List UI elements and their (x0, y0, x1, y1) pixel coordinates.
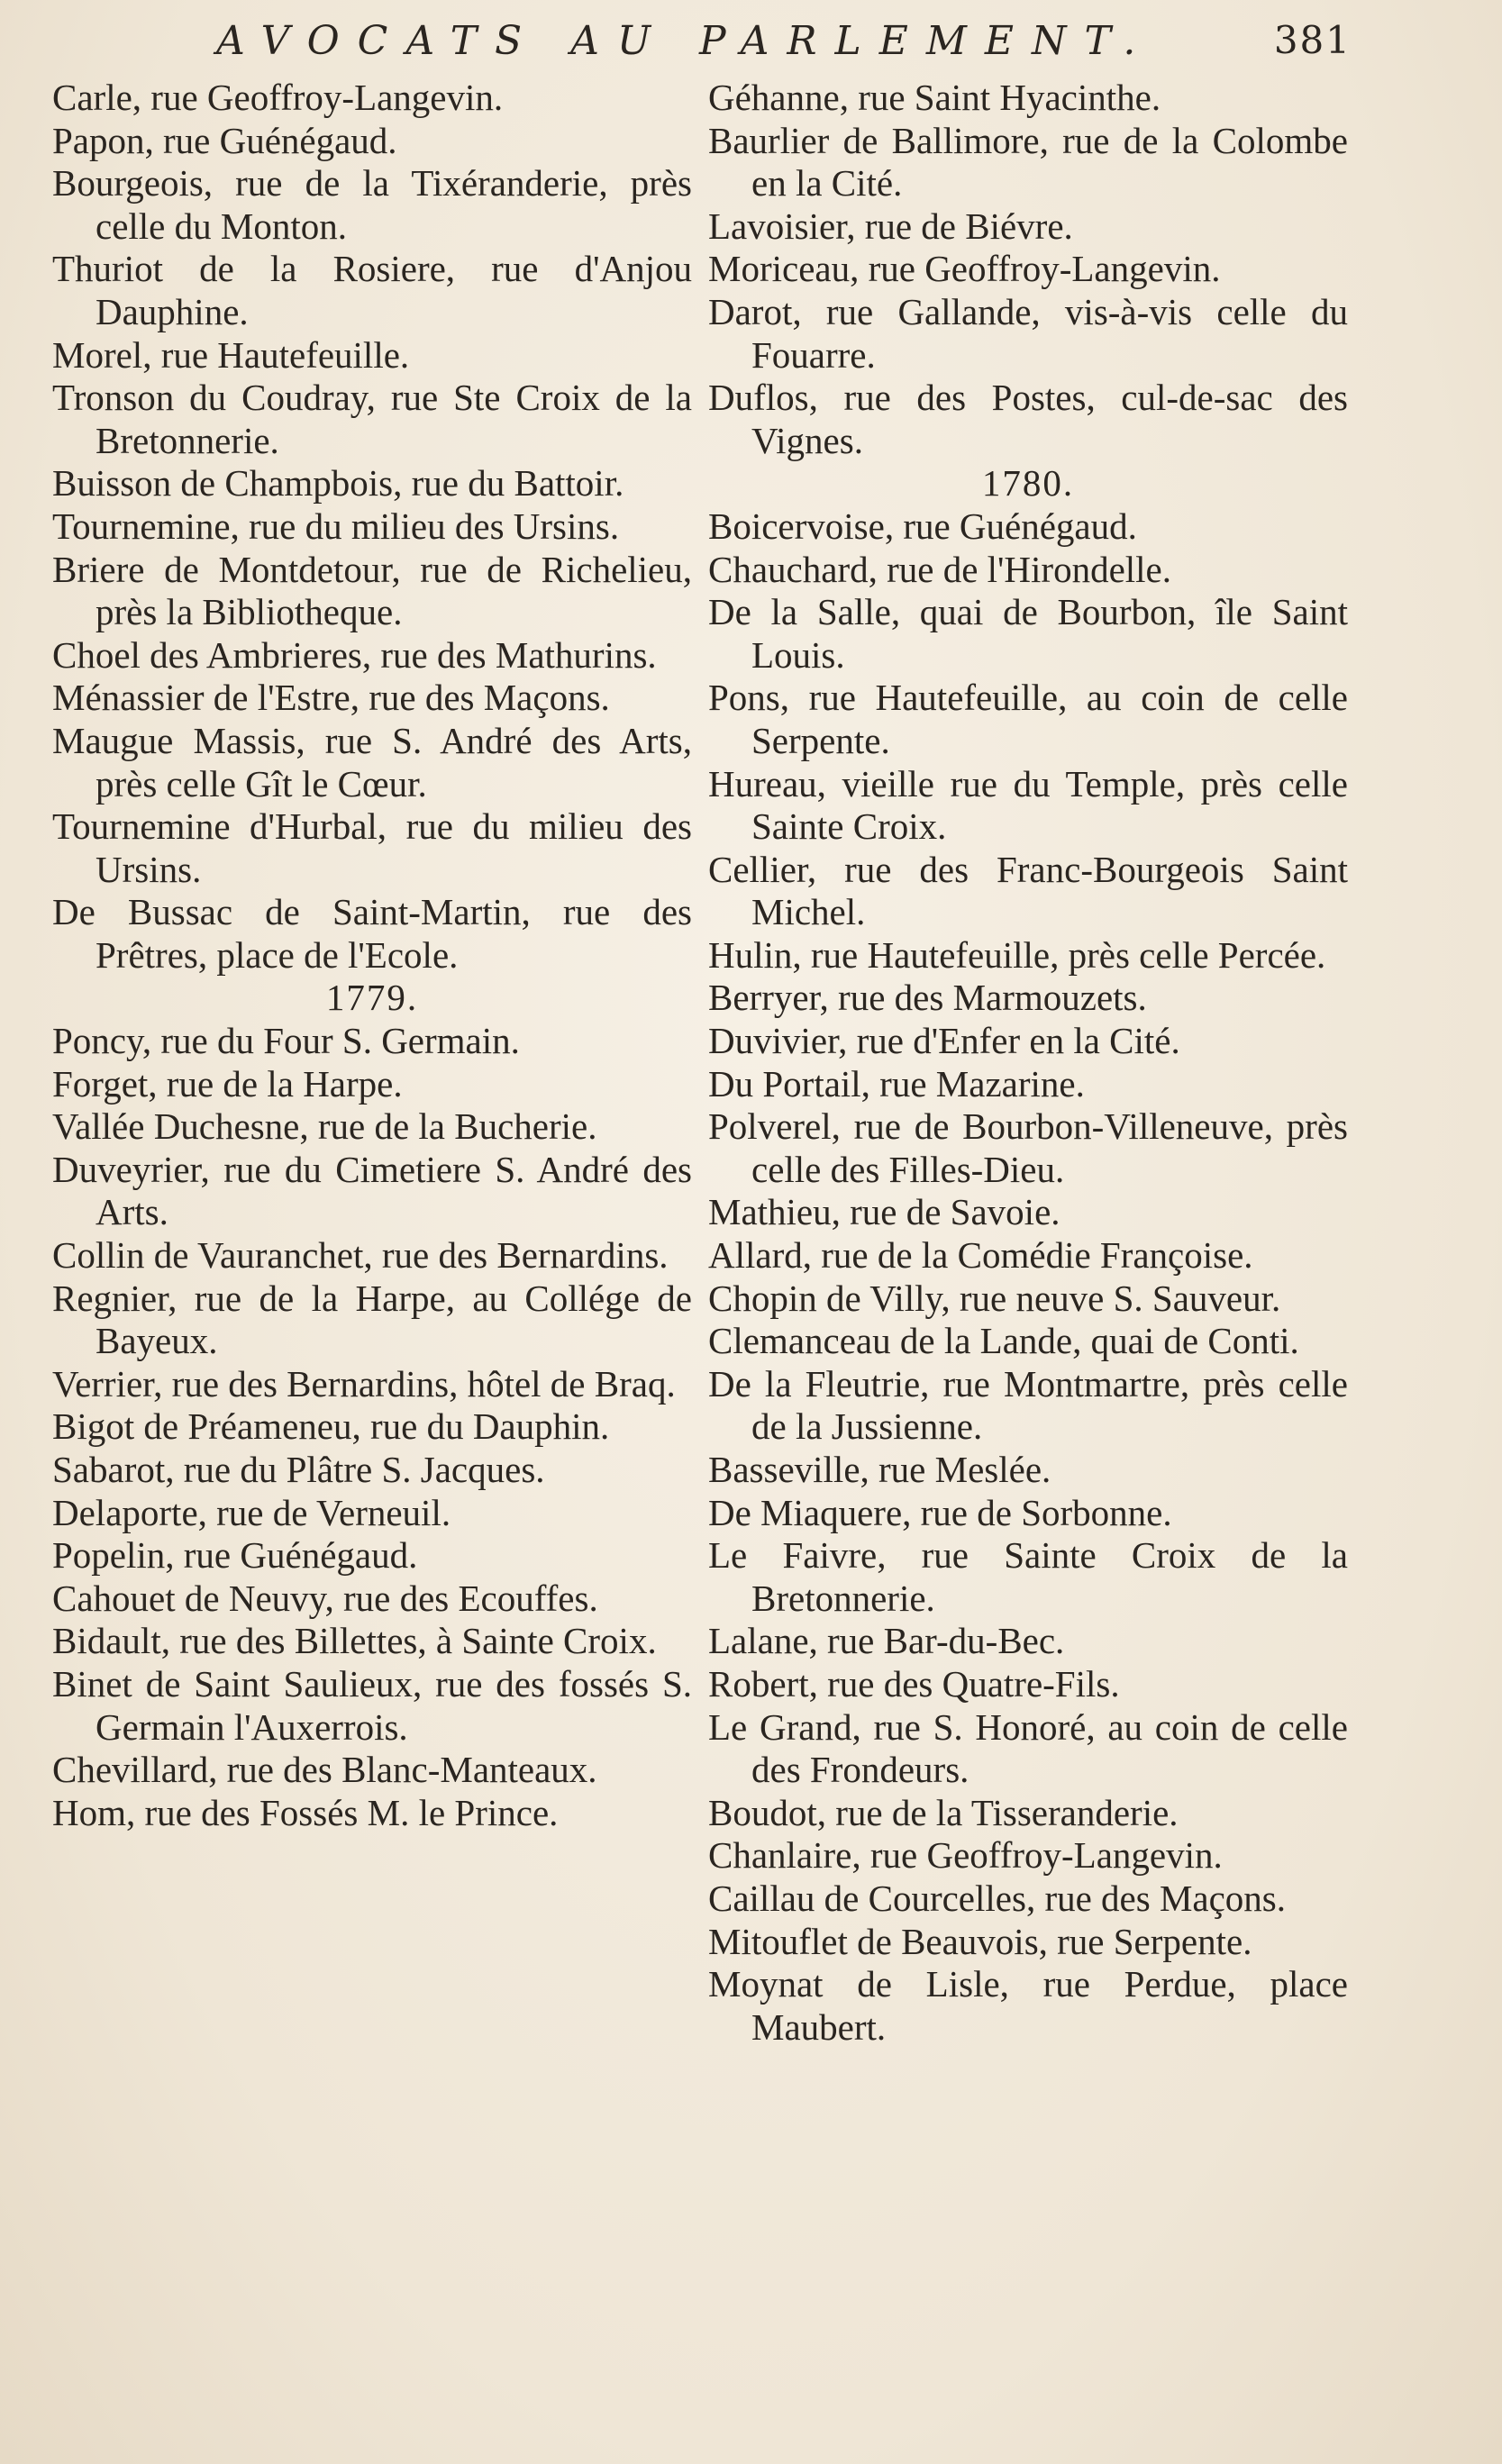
directory-entry: Binet de Saint Saulieux, rue des fossés S. Germain l'Auxerrois. (52, 1662, 692, 1748)
directory-entry: De Miaquere, rue de Sorbonne. (708, 1491, 1172, 1533)
directory-entry: De la Salle, quai de Bourbon, île Saint Louis. (708, 591, 1348, 676)
directory-entry: Morel, rue Hautefeuille. (52, 333, 410, 376)
directory-entry: Clemanceau de la Lande, quai de Conti. (708, 1320, 1299, 1362)
directory-entry: Ménassier de l'Estre, rue des Maçons. (52, 677, 610, 719)
directory-entry: De la Fleutrie, rue Montmartre, près celle de la Jussienne. (708, 1362, 1348, 1448)
directory-entry: Poncy, rue du Four S. Germain. (52, 1020, 520, 1062)
directory-entry: Hom, rue des Fossés M. le Prince. (52, 1791, 559, 1833)
directory-entry: Bigot de Préameneu, rue du Dauphin. (52, 1405, 610, 1448)
left-column (52, 77, 692, 1834)
directory-entry: Tronson du Coudray, rue Ste Croix de la Bretonnerie. (52, 377, 692, 461)
directory-entry: Cellier, rue des Franc-Bourgeois Saint Michel. (708, 848, 1348, 933)
directory-entry: Verrier, rue des Bernardins, hôtel de Braq. (52, 1362, 676, 1405)
directory-entry: Duveyrier, rue du Cimetiere S. André des Arts. (52, 1148, 692, 1233)
directory-entry: Duvivier, rue d'Enfer en la Cité. (708, 1020, 1180, 1062)
directory-entry: Tournemine d'Hurbal, rue du milieu des Ursins. (52, 805, 692, 890)
directory-entry: Bidault, rue des Billettes, à Sainte Croix. (52, 1620, 657, 1662)
directory-entry: Robert, rue des Quatre-Fils. (708, 1662, 1120, 1705)
directory-entry: Thuriot de la Rosiere, rue d'Anjou Dauphine. (52, 248, 692, 332)
directory-entry: Baurlier de Ballimore, rue de la Colombe en la Cité. (708, 119, 1348, 205)
directory-entry: Popelin, rue Guénégaud. (52, 1534, 418, 1577)
directory-entry: Duflos, rue des Postes, cul-de-sac des Vignes. (708, 377, 1348, 461)
directory-entry: Moriceau, rue Geoffroy-Langevin. (708, 248, 1221, 290)
directory-entry: Papon, rue Guénégaud. (52, 119, 397, 161)
directory-entry: Buisson de Champbois, rue du Battoir. (52, 462, 624, 505)
directory-entry: Lavoisier, rue de Biévre. (708, 205, 1073, 247)
directory-entry: Le Grand, rue S. Honoré, au coin de celle des Frondeurs. (708, 1705, 1348, 1791)
directory-entry: Collin de Vauranchet, rue des Bernardins. (52, 1234, 669, 1277)
directory-entry: Berryer, rue des Marmouzets. (708, 977, 1147, 1019)
directory-entry: Lalane, rue Bar-du-Bec. (708, 1620, 1065, 1662)
directory-entry: Briere de Montdetour, rue de Richelieu, près la Bibliotheque. (52, 548, 692, 633)
directory-entry: Boudot, rue de la Tisseranderie. (708, 1791, 1179, 1833)
directory-entry: Maugue Massis, rue S. André des Arts, près celle Gît le Cœur. (52, 719, 692, 805)
directory-entry: Darot, rue Gallande, vis-à-vis celle du Fouarre. (708, 290, 1348, 376)
right-column (708, 77, 1348, 2049)
directory-entry: Chevillard, rue des Blanc-Manteaux. (52, 1749, 597, 1791)
directory-entry: Chauchard, rue de l'Hirondelle. (708, 548, 1172, 590)
directory-entry: Du Portail, rue Mazarine. (708, 1062, 1085, 1105)
directory-entry: Pons, rue Hautefeuille, au coin de celle Serpente. (708, 677, 1348, 761)
directory-entry: Cahouet de Neuvy, rue des Ecouffes. (52, 1577, 598, 1619)
directory-entry: Forget, rue de la Harpe. (52, 1062, 403, 1105)
page-number: 381 (1273, 18, 1352, 62)
directory-entry: Vallée Duchesne, rue de la Bucherie. (52, 1105, 597, 1148)
directory-entry: Boicervoise, rue Guénégaud. (708, 505, 1137, 547)
page-header (216, 18, 1352, 72)
directory-entry: Caillau de Courcelles, rue des Maçons. (708, 1877, 1287, 1919)
directory-entry: Allard, rue de la Comédie Françoise. (708, 1234, 1253, 1277)
directory-entry: Chopin de Villy, rue neuve S. Sauveur. (708, 1277, 1281, 1319)
directory-entry: Le Faivre, rue Sainte Croix de la Bretonnerie. (708, 1534, 1348, 1619)
directory-entry: Polverel, rue de Bourbon-Villeneuve, près celle des Filles-Dieu. (708, 1105, 1348, 1190)
directory-entry: Mathieu, rue de Savoie. (708, 1191, 1061, 1233)
directory-entry: Hureau, vieille rue du Temple, près celle Sainte Croix. (708, 762, 1348, 848)
directory-entry: Moynat de Lisle, rue Perdue, place Maubert. (708, 1963, 1348, 2048)
directory-entry: Hulin, rue Hautefeuille, près celle Percée. (708, 933, 1326, 976)
running-title: AVOCATS AU PARLEMENT. (216, 18, 1154, 64)
directory-entry: Tournemine, rue du milieu des Ursins. (52, 505, 620, 547)
directory-entry: Géhanne, rue Saint Hyacinthe. (708, 77, 1161, 118)
directory-entry: Sabarot, rue du Plâtre S. Jacques. (52, 1449, 545, 1490)
year-heading: 1780. (981, 462, 1075, 505)
directory-entry: Carle, rue Geoffroy-Langevin. (52, 77, 504, 118)
directory-entry: Regnier, rue de la Harpe, au Collége de Bayeux. (52, 1277, 692, 1362)
year-heading: 1779. (325, 977, 419, 1019)
directory-entry: Bourgeois, rue de la Tixéranderie, près celle du Monton. (52, 162, 692, 247)
directory-entry: Choel des Ambrieres, rue des Mathurins. (52, 633, 657, 676)
directory-entry: Mitouflet de Beauvois, rue Serpente. (708, 1920, 1252, 1962)
directory-entry: De Bussac de Saint-Martin, rue des Prêtres, place de l'Ecole. (52, 891, 692, 976)
directory-entry: Delaporte, rue de Verneuil. (52, 1491, 451, 1533)
directory-entry: Basseville, rue Meslée. (708, 1449, 1051, 1490)
directory-entry: Chanlaire, rue Geoffroy-Langevin. (708, 1834, 1223, 1877)
